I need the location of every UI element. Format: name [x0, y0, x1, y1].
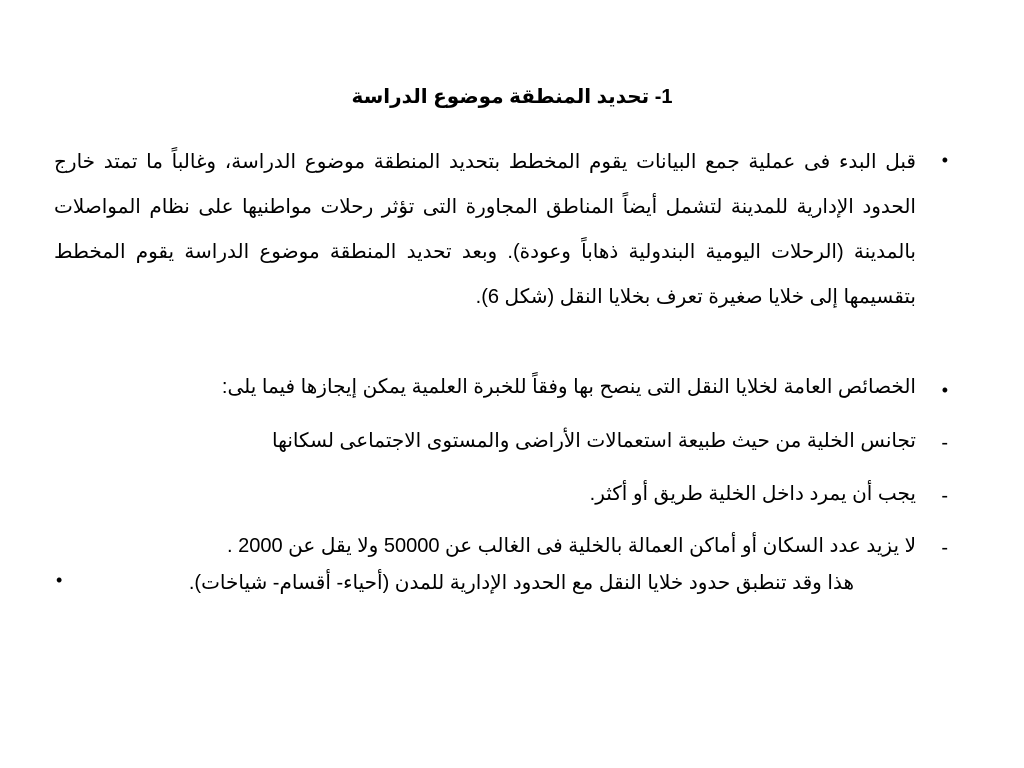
bullet-icon: •: [941, 150, 948, 170]
dash-item: لا يزيد عدد السكان أو أماكن العمالة بالخلية فى الغالب عن 50000 ولا يقل عن 2000 .: [226, 535, 916, 557]
bullet-icon: •: [941, 380, 948, 400]
dash-item: يجب أن يمرد داخل الخلية طريق أو أكثر.: [589, 483, 916, 505]
dash-item: تجانس الخلية من حيث طبيعة استعمالات الأراضى والمستوى الاجتماعى لسكانها: [272, 430, 916, 452]
closing-note: هذا وقد تنطبق حدود خلايا النقل مع الحدود الإدارية للمدن (أحياء- أقسام- شياخات).: [188, 572, 854, 594]
dash-icon: -: [941, 485, 948, 507]
bullet-paragraph: الخصائص العامة لخلايا النقل التى ينصح بها وفقاً للخبرة العلمية يمكن إيجازها فيما يلى:: [221, 376, 916, 398]
bullet-paragraph: قبل البدء فى عملية جمع البيانات يقوم المخطط بتحديد المنطقة موضوع الدراسة، وغالباً ما تمتد خارج الحدود الإدارية للمدينة لتشمل أيضاً المناطق المجاورة التى تؤثر رحلات مواطنيها على نظام المواصلات بالمدينة (الرحلات اليومية البندولية ذهاباً وعودة). وبعد تحديد المنطقة موضوع الدراسة يقوم المخطط بتقسيمها إلى خلايا صغيرة تعرف بخلايا النقل (شكل 6).: [54, 151, 916, 308]
dash-icon: -: [941, 432, 948, 454]
slide-title: 1- تحديد المنطقة موضوع الدراسة: [351, 86, 673, 108]
bullet-icon: •: [56, 570, 63, 590]
dash-icon: -: [941, 537, 948, 559]
